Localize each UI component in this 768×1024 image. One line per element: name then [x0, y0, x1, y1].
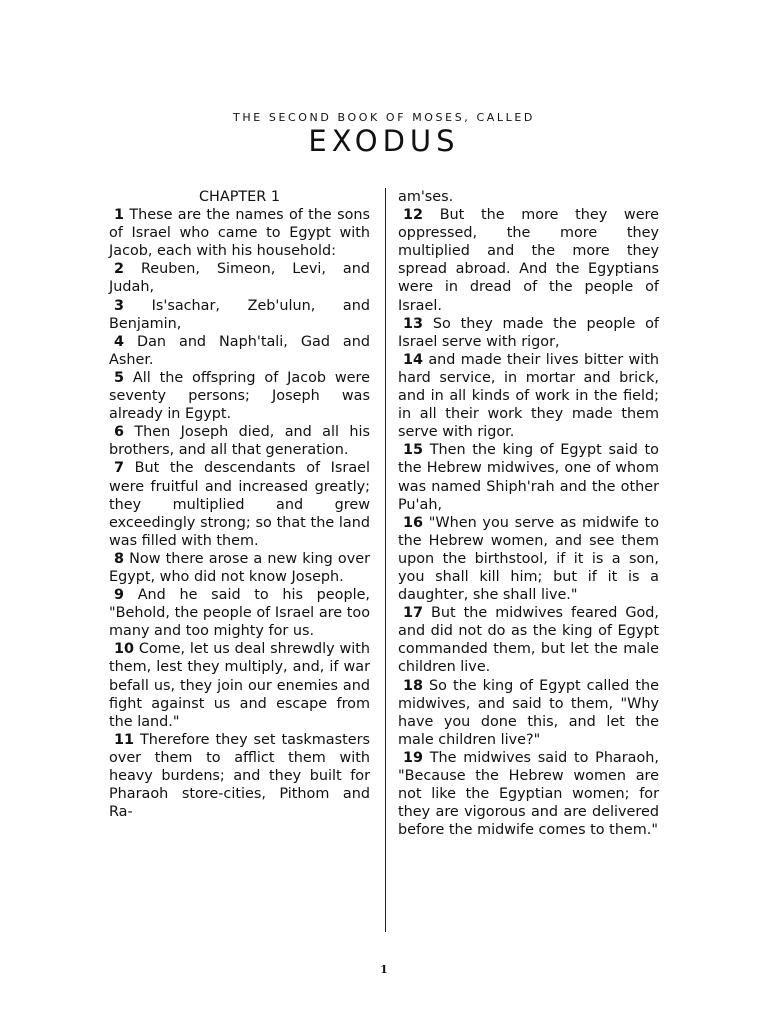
verse-number: 5	[114, 369, 125, 386]
verse-continuation: am'ses.	[398, 189, 454, 205]
verse-number: 15	[403, 442, 424, 459]
right-column	[398, 188, 659, 839]
verse-text: and made their lives bitter with hard service, in mortar and brick, and in all kinds of work in the field; in all their work they made them serve with rigor.	[398, 351, 659, 441]
verse-text: "When you serve as midwife to the Hebrew women, and see them upon the birthstool, if it is a son, you shall kill him; but if it is a daughter, she shall live."	[398, 514, 660, 604]
verse-text: So the king of Egypt called the midwives, and said to them, "Why have you done this, and let the male children live?"	[398, 677, 659, 748]
verse-text: Dan and Naph'tali, Gad and Asher.	[109, 333, 370, 368]
verse	[398, 749, 659, 839]
left-verse-list	[109, 206, 370, 821]
verse-text: Then the king of Egypt said to the Hebrew midwives, one of whom was named Shiph'rah and the other Pu'ah,	[398, 442, 659, 513]
verse	[109, 423, 370, 459]
verse	[398, 351, 659, 441]
column-divider	[385, 188, 386, 932]
verse	[109, 550, 370, 586]
verse	[109, 206, 370, 260]
verse-number: 7	[114, 460, 125, 477]
book-title: EXODUS	[308, 124, 460, 158]
page-number: 1	[380, 963, 388, 976]
verse-text: Then Joseph died, and all his brothers, and all that generation.	[109, 424, 370, 459]
book-subtitle: THE SECOND BOOK OF MOSES, CALLED	[233, 111, 535, 124]
verse-number: 18	[403, 677, 424, 694]
verse	[398, 315, 659, 351]
verse-number: 10	[114, 641, 135, 658]
verse-text: But the midwives feared God, and did not do as the king of Egypt commanded them, but let the male children live.	[398, 605, 660, 676]
verse-number: 6	[114, 424, 125, 441]
verse-text: Come, let us deal shrewdly with them, lest they multiply, and, if war befall us, they join our enemies and fight against us and escape from the land."	[109, 641, 370, 730]
verse-number: 3	[114, 297, 125, 314]
verse-number: 4	[114, 333, 125, 350]
verse-number: 2	[114, 261, 125, 278]
chapter-heading: CHAPTER 1	[198, 189, 280, 205]
verse-number: 8	[114, 550, 125, 567]
verse-number: 13	[403, 315, 424, 332]
verse	[109, 260, 370, 296]
verse	[398, 206, 659, 315]
verse-number: 14	[403, 351, 424, 368]
verse	[109, 297, 370, 333]
verse-text: So they made the people of Israel serve with rigor,	[398, 315, 659, 350]
verse	[109, 586, 370, 640]
verse-text: And he said to his people, "Behold, the people of Israel are too many and too mighty for us.	[109, 587, 371, 640]
verse-text: These are the names of the sons of Israel who came to Egypt with Jacob, each with his household:	[109, 207, 370, 260]
verse	[109, 731, 370, 821]
verse-number: 9	[114, 587, 125, 604]
verse	[398, 514, 659, 604]
verse-text: Therefore they set taskmasters over them to afflict them with heavy burdens; and they built for Pharaoh store-cities, Pithom and Ra-	[109, 731, 371, 821]
verse-text: The midwives said to Pharaoh, "Because the Hebrew women are not like the Egyptian women; for they are vigorous and are delivered before the midwife comes to them."	[398, 749, 659, 839]
verse-number: 17	[403, 605, 424, 622]
verse-text: But the more they were oppressed, the more they multiplied and the more they spread abroad. And the Egyptians were in dread of the people of Israel.	[398, 207, 659, 314]
verse-text: Now there arose a new king over Egypt, who did not know Joseph.	[109, 550, 370, 585]
verse	[398, 677, 659, 749]
left-column	[109, 188, 370, 821]
verse	[398, 441, 659, 513]
verse-number: 16	[403, 514, 424, 531]
verse-number: 12	[403, 207, 424, 224]
verse	[109, 333, 370, 369]
right-verse-list	[398, 206, 659, 839]
verse-text: But the descendants of Israel were fruitful and increased greatly; they multiplied and grew exceedingly strong; so that the land was filled with them.	[109, 460, 370, 549]
verse-number: 11	[114, 731, 135, 748]
verse	[109, 459, 370, 549]
verse-number: 1	[114, 207, 125, 224]
verse-text: Is'sachar, Zeb'ulun, and Benjamin,	[109, 297, 370, 332]
verse	[109, 640, 370, 730]
verse	[398, 604, 659, 676]
verse-number: 19	[403, 749, 424, 766]
verse-text: Reuben, Simeon, Levi, and Judah,	[109, 261, 370, 296]
verse	[109, 369, 370, 423]
verse-text: All the offspring of Jacob were seventy persons; Joseph was already in Egypt.	[109, 369, 370, 423]
